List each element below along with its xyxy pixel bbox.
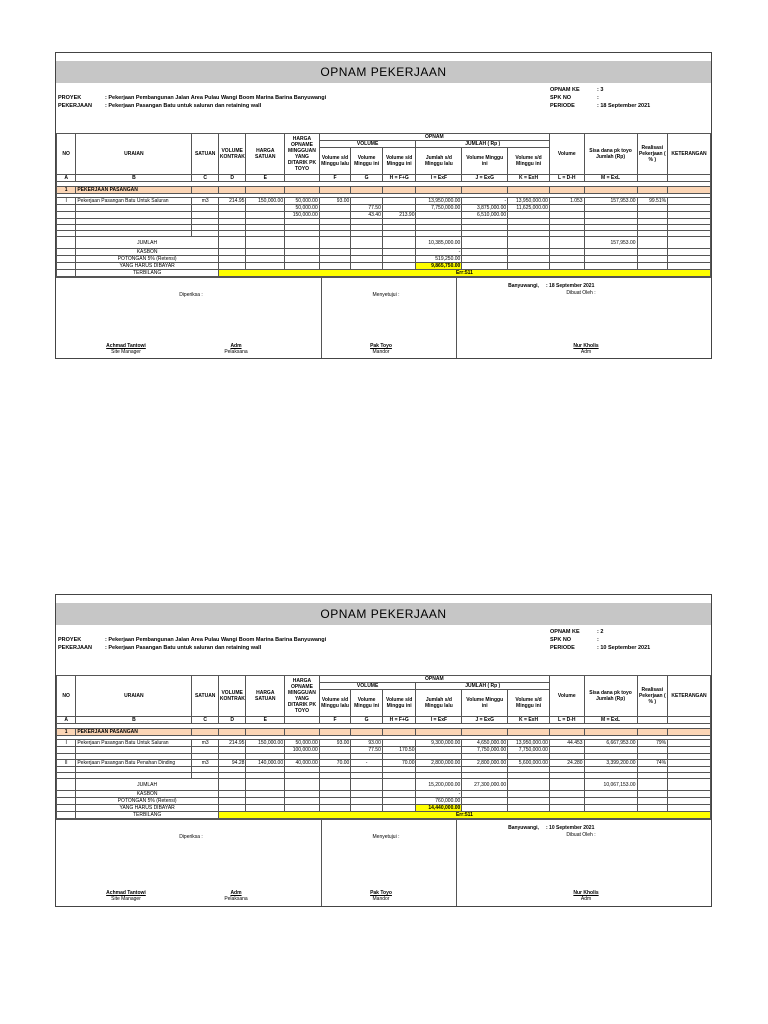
terbilang-label: TERBILANG	[76, 270, 219, 277]
letter-cell: H = F+G	[382, 175, 416, 182]
cell-vol-ini: 77.50	[351, 747, 383, 754]
signatory-name: Adm	[230, 890, 242, 896]
dibayar-label: YANG HARUS DIBAYAR	[76, 805, 219, 812]
signature-block	[56, 277, 711, 358]
letter-cell	[637, 175, 668, 182]
cell-jml-sd: 11,625,000.00	[508, 205, 550, 212]
letter-cell: H = F+G	[382, 717, 416, 724]
cell-jml-sd: 5,600,000.00	[508, 760, 550, 767]
pekerjaan-value: : Pekerjaan Pasangan Batu untuk saluran dan retaining wall	[105, 103, 262, 109]
kasbon-row	[57, 791, 711, 798]
tanggal-label: : 18 September 2021	[546, 283, 595, 289]
cell-keterangan	[668, 740, 711, 747]
letter-cell: M = ExL	[584, 175, 637, 182]
jumlah-row	[57, 237, 711, 249]
letter-cell: A	[57, 175, 76, 182]
kasbon-row	[57, 249, 711, 256]
col-harga-opname: HARGA OPNAME MINGGUAN YANG DITARIK PK TOYO	[285, 134, 320, 175]
jumlah-lalu: 15,200,000.00	[416, 779, 462, 791]
col-realisasi: Realisasi Pekerjaan ( % )	[637, 134, 668, 175]
dibayar-row	[57, 805, 711, 812]
letter-cell: D	[218, 717, 246, 724]
cell-vol-kontrak: 214.95	[218, 740, 246, 747]
cell-harga-opname: 50,000.00	[285, 205, 320, 212]
col-uraian: URAIAN	[76, 676, 192, 717]
letter-cell: D	[218, 175, 246, 182]
opnam-ke-value: : 3	[597, 87, 604, 93]
col-keterangan: KETERANGAN	[668, 134, 711, 175]
opnam-table	[56, 133, 711, 277]
col-sisa: Sisa dana pk toyo Jumlah (Rp)	[584, 134, 637, 175]
cell-vol-sd	[382, 198, 416, 205]
section-no: 1	[57, 187, 76, 194]
cell-sisa: 157,953.00	[584, 198, 637, 205]
cell-harga-opname: 40,000.00	[285, 760, 320, 767]
jumlah-label: JUMLAH	[76, 779, 219, 791]
signatory-name: Achmad Tantowi	[106, 890, 146, 896]
cell-jml-lalu: 13,950,000.00	[416, 198, 462, 205]
section-row	[57, 187, 711, 194]
col-jml-sd-ini: Volume s/d Minggu ini	[508, 690, 550, 717]
table-row	[57, 760, 711, 767]
col-vol-lalu: Volume s/d Minggu lalu	[319, 148, 351, 175]
col-realisasi: Realisasi Pekerjaan ( % )	[637, 676, 668, 717]
potongan-row	[57, 256, 711, 263]
jumlah-sisa: 157,953.00	[584, 237, 637, 249]
section-label: PEKERJAAN PASANGAN	[76, 729, 192, 736]
cell-vol-kontrak: 214.95	[218, 198, 246, 205]
periode-value: : 18 September 2021	[597, 103, 651, 109]
cell-satuan: m3	[192, 760, 218, 767]
table-row	[57, 212, 711, 219]
opnam-table	[56, 675, 711, 819]
cell-vol-sd: 170.50	[382, 747, 416, 754]
periode-label: PERIODE	[550, 645, 575, 651]
kota-label: Banyuwangi,	[508, 283, 539, 289]
col-vol-lalu: Volume s/d Minggu lalu	[319, 690, 351, 717]
pekerjaan-label: PEKERJAAN	[58, 103, 92, 109]
terbilang-label: TERBILANG	[76, 812, 219, 819]
terbilang-value: Err:511	[218, 270, 710, 277]
potongan-value: 519,250.00	[416, 256, 462, 263]
cell-satuan: m3	[192, 198, 218, 205]
jumlah-row	[57, 779, 711, 791]
potongan-row	[57, 798, 711, 805]
letter-cell	[668, 175, 711, 182]
col-volume: VOLUME	[319, 683, 416, 690]
opnam-ke-label: OPNAM KE	[550, 87, 580, 93]
spk-value: :	[597, 95, 599, 101]
section-label: PEKERJAAN PASANGAN	[76, 187, 192, 194]
kota-label: Banyuwangi,	[508, 825, 539, 831]
diperiksa-label: Diperiksa :	[179, 834, 203, 840]
dibayar-value: 9,865,750.00	[416, 263, 462, 270]
table-row	[57, 740, 711, 747]
letter-cell: L = D-H	[549, 175, 584, 182]
cell-keterangan	[668, 198, 711, 205]
signatory-name: Adm	[230, 343, 242, 349]
cell-jml-sd: 13,950,000.00	[508, 740, 550, 747]
periode-value: : 10 September 2021	[597, 645, 651, 651]
signatory-role: Site Manager	[111, 896, 141, 902]
col-jml-lalu: Jumlah s/d Minggu lalu	[416, 148, 462, 175]
signatory-name: Nur Kholis	[573, 890, 599, 896]
letter-cell	[285, 717, 320, 724]
col-vol-sd-ini: Volume s/d Minggu ini	[382, 148, 416, 175]
letter-cell: F	[319, 175, 351, 182]
letter-cell: C	[192, 175, 218, 182]
jumlah-sisa: 10,067,153.00	[584, 779, 637, 791]
opnam-sheet-2	[55, 594, 712, 907]
col-keterangan: KETERANGAN	[668, 676, 711, 717]
cell-sisa: 6,667,953.00	[584, 740, 637, 747]
section-row	[57, 729, 711, 736]
jumlah-label: JUMLAH	[76, 237, 219, 249]
cell-realisasi: 99.51%	[637, 198, 668, 205]
cell-keterangan	[668, 760, 711, 767]
cell-vol-ini: 77.50	[351, 205, 383, 212]
col-harga-satuan: HARGA SATUAN	[246, 134, 285, 175]
col-harga-opname: HARGA OPNAME MINGGUAN YANG DITARIK PK TOYO	[285, 676, 320, 717]
cell-jml-lalu: 7,750,000.00	[416, 205, 462, 212]
col-uraian: URAIAN	[76, 134, 192, 175]
cell-vol-lalu: 93.00	[319, 198, 351, 205]
signatory-role: Adm	[580, 349, 592, 355]
col-volume2: Volume	[549, 134, 584, 175]
col-jumlah: JUMLAH ( Rp )	[416, 141, 549, 148]
signatory-role: Pelaksana	[224, 349, 248, 355]
letter-cell: I = ExF	[416, 175, 462, 182]
cell-vol-l: 24.280	[549, 760, 584, 767]
cell-vol-ini	[351, 198, 383, 205]
signatory-role: Adm	[580, 896, 592, 902]
letter-cell	[668, 717, 711, 724]
signatory-role: Mandor	[372, 896, 390, 902]
cell-uraian: Pekerjaan Pasangan Batu Penahan Dinding	[76, 760, 192, 767]
signatory-name: Nur Kholis	[573, 343, 599, 349]
col-no: NO	[57, 676, 76, 717]
col-jml-ini: Volume Minggu ini	[462, 148, 508, 175]
table-row	[57, 198, 711, 205]
col-opnam: OPNAM	[319, 134, 549, 141]
cell-jml-ini: 7,750,000.00	[462, 747, 508, 754]
cell-vol-ini: 43.40	[351, 212, 383, 219]
col-satuan: SATUAN	[192, 676, 218, 717]
dibuat-label: Dibuat Oleh :	[566, 290, 596, 296]
col-vol-sd-ini: Volume s/d Minggu ini	[382, 690, 416, 717]
cell-harga-opname: 150,000.00	[285, 212, 320, 219]
spk-label: SPK NO	[550, 637, 572, 643]
cell-jml-sd: 7,750,000.00	[508, 747, 550, 754]
kasbon-label: KASBON	[76, 791, 219, 798]
potongan-value: 760,000.00	[416, 798, 462, 805]
cell-jml-ini: 6,510,000.00	[462, 212, 508, 219]
letter-cell: B	[76, 175, 192, 182]
letter-cell: A	[57, 717, 76, 724]
terbilang-row	[57, 270, 711, 277]
cell-no: I	[57, 198, 76, 205]
signatory-name: Pak Toyo	[370, 343, 392, 349]
cell-vol-kontrak: 94.28	[218, 760, 246, 767]
letter-cell: J = ExG	[462, 717, 508, 724]
col-sisa: Sisa dana pk toyo Jumlah (Rp)	[584, 676, 637, 717]
cell-vol-sd: 213.90	[382, 212, 416, 219]
jumlah-ini: 10,385,000.00	[416, 237, 462, 249]
section-no: 1	[57, 729, 76, 736]
letter-row	[57, 175, 711, 182]
cell-vol-sd: 70.00	[382, 760, 416, 767]
col-jml-sd-ini: Volume s/d Minggu ini	[508, 148, 550, 175]
col-jml-lalu: Jumlah s/d Minggu lalu	[416, 690, 462, 717]
pekerjaan-value: : Pekerjaan Pasangan Batu untuk saluran dan retaining wall	[105, 645, 262, 651]
letter-cell: I = ExF	[416, 717, 462, 724]
letter-row	[57, 717, 711, 724]
letter-cell: M = ExL	[584, 717, 637, 724]
signatory-name: Pak Toyo	[370, 890, 392, 896]
cell-jml-ini: 3,875,000.00	[462, 205, 508, 212]
sheet-header-info	[56, 625, 711, 675]
cell-realisasi: 79%	[637, 740, 668, 747]
cell-uraian: Pekerjaan Pasangan Batu Untuk Saluran	[76, 740, 192, 747]
col-vol-kontrak: VOLUME KONTRAK	[218, 676, 246, 717]
proyek-value: : Pekerjaan Pembangunan Jalan Area Pulau Wangi Boom Marina Barina Banyuwangi	[105, 95, 327, 101]
signatory-role: Mandor	[372, 349, 390, 355]
cell-satuan: m3	[192, 740, 218, 747]
cell-uraian: Pekerjaan Pasangan Batu Untuk Saluran	[76, 198, 192, 205]
col-opnam: OPNAM	[319, 676, 549, 683]
cell-vol-ini: 93.00	[351, 740, 383, 747]
letter-cell: E	[246, 175, 285, 182]
cell-realisasi: 74%	[637, 760, 668, 767]
cell-vol-lalu: 70.00	[319, 760, 351, 767]
menyetujui-label: Menyetujui :	[372, 292, 400, 298]
col-satuan: SATUAN	[192, 134, 218, 175]
letter-cell: K = ExH	[508, 175, 550, 182]
col-harga-satuan: HARGA SATUAN	[246, 676, 285, 717]
opnam-ke-label: OPNAM KE	[550, 629, 580, 635]
letter-cell	[637, 717, 668, 724]
col-volume2: Volume	[549, 676, 584, 717]
cell-jml-ini: 2,800,000.00	[462, 760, 508, 767]
dibayar-label: YANG HARUS DIBAYAR	[76, 263, 219, 270]
dibayar-value: 14,440,000.00	[416, 805, 462, 812]
kasbon-value: -	[416, 791, 462, 798]
col-vol-kontrak: VOLUME KONTRAK	[218, 134, 246, 175]
terbilang-value: Err:511	[218, 812, 710, 819]
col-no: NO	[57, 134, 76, 175]
cell-jml-lalu: 2,800,000.00	[416, 760, 462, 767]
cell-vol-sd	[382, 740, 416, 747]
col-volume: VOLUME	[319, 141, 416, 148]
sheet-title: OPNAM PEKERJAAN	[56, 603, 711, 625]
cell-jml-lalu: 9,300,000.00	[416, 740, 462, 747]
letter-cell: K = ExH	[508, 717, 550, 724]
cell-harga-opname: 100,000.00	[285, 747, 320, 754]
cell-harga-satuan: 150,000.00	[246, 198, 285, 205]
cell-harga-opname: 50,000.00	[285, 740, 320, 747]
letter-cell: J = ExG	[462, 175, 508, 182]
sheet-title: OPNAM PEKERJAAN	[56, 61, 711, 83]
cell-vol-l: 44.453	[549, 740, 584, 747]
letter-cell: G	[351, 717, 383, 724]
signatory-role: Pelaksana	[224, 896, 248, 902]
cell-harga-opname: 50,000.00	[285, 198, 320, 205]
dibayar-row	[57, 263, 711, 270]
proyek-label: PROYEK	[58, 637, 82, 643]
sheet-header-info	[56, 83, 711, 133]
letter-cell: C	[192, 717, 218, 724]
jumlah-ini: 27,300,000.00	[462, 779, 508, 791]
tanggal-label: : 10 September 2021	[546, 825, 595, 831]
col-jumlah: JUMLAH ( Rp )	[416, 683, 549, 690]
cell-vol-l: 1.053	[549, 198, 584, 205]
potongan-label: POTONGAN 5% (Retensi)	[76, 798, 219, 805]
signatory-role: Site Manager	[111, 349, 141, 355]
letter-cell: F	[319, 717, 351, 724]
table-row	[57, 205, 711, 212]
periode-label: PERIODE	[550, 103, 575, 109]
col-jml-ini: Volume Minggu ini	[462, 690, 508, 717]
letter-cell: L = D-H	[549, 717, 584, 724]
proyek-label: PROYEK	[58, 95, 82, 101]
signatory-name: Achmad Tantowi	[106, 343, 146, 349]
col-vol-ini: Volume Minggu ini	[351, 148, 383, 175]
cell-jml-ini: -	[462, 198, 508, 205]
cell-harga-satuan: 140,000.00	[246, 760, 285, 767]
cell-harga-satuan: 150,000.00	[246, 740, 285, 747]
cell-jml-ini: 4,650,000.00	[462, 740, 508, 747]
kasbon-value: -	[416, 249, 462, 256]
letter-cell: B	[76, 717, 192, 724]
table-row	[57, 747, 711, 754]
diperiksa-label: Diperiksa :	[179, 292, 203, 298]
terbilang-row	[57, 812, 711, 819]
dibuat-label: Dibuat Oleh :	[566, 832, 596, 838]
spk-value: :	[597, 637, 599, 643]
potongan-label: POTONGAN 5% (Retensi)	[76, 256, 219, 263]
cell-vol-lalu: 93.00	[319, 740, 351, 747]
opnam-ke-value: : 2	[597, 629, 604, 635]
pekerjaan-label: PEKERJAAN	[58, 645, 92, 651]
letter-cell: E	[246, 717, 285, 724]
col-vol-ini: Volume Minggu ini	[351, 690, 383, 717]
cell-jml-sd: 13,950,000.00	[508, 198, 550, 205]
letter-cell	[285, 175, 320, 182]
cell-no: II	[57, 760, 76, 767]
cell-sisa: 3,399,200.00	[584, 760, 637, 767]
proyek-value: : Pekerjaan Pembangunan Jalan Area Pulau Wangi Boom Marina Barina Banyuwangi	[105, 637, 327, 643]
letter-cell: G	[351, 175, 383, 182]
kasbon-label: KASBON	[76, 249, 219, 256]
opnam-sheet-1	[55, 52, 712, 359]
spk-label: SPK NO	[550, 95, 572, 101]
menyetujui-label: Menyetujui :	[372, 834, 400, 840]
cell-vol-ini: -	[351, 760, 383, 767]
cell-no: I	[57, 740, 76, 747]
signature-block	[56, 819, 711, 906]
